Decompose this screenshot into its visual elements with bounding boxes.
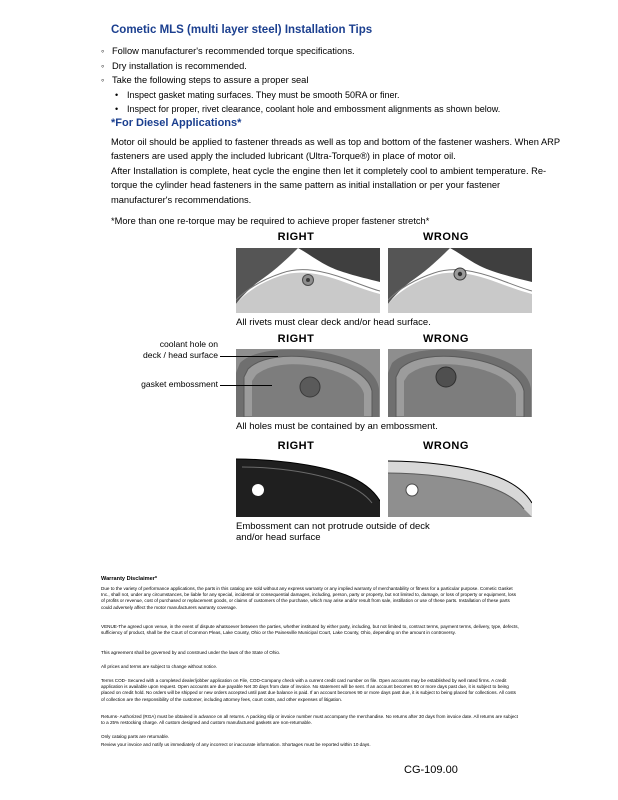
figure2-leader-line-1 [220, 356, 278, 357]
figure2-annotation-coolant-hole-line1: coolant hole on [159, 339, 218, 349]
figure3-caption-line2: and/or head surface [236, 532, 321, 543]
warranty-heading: Warranty Disclaimer* [101, 576, 158, 582]
diesel-paragraph-3: *More than one re-torque may be required to achieve proper fastener stretch* [111, 216, 430, 226]
warranty-paragraph-7: Only catalog parts are returnable. [101, 734, 170, 739]
figure2-wrong-panel [388, 349, 532, 417]
figure1-right-illustration [236, 248, 380, 313]
list-item: • Inspect for proper, rivet clearance, coolant hole and embossment alignments as shown below. [115, 102, 571, 116]
diesel-section-heading: *For Diesel Applications* [111, 117, 242, 129]
installation-tips-list [101, 44, 571, 116]
figure2-right-illustration [236, 349, 380, 417]
warranty-paragraph-5: Terms COD- Secured with a completed dealer/jobber application on File, COD-Company check with a current credit card number on file. Open accounts may be established by well rated firms. A credit application is available upon request. Open accounts are due payable Net 30 days from date of invoice. No statement will be sent. If an account becomes 60 or more days past due, it is subject to being placed on credit hold. No orders will be shipped or new orders accepted until past due balance is paid. If an account becomes 90 or more days past due, it is subject to being placed for collections. All costs of collection are the responsibility of the customer, including attorney fees, court costs, and other expenses of litigation. [101, 678, 516, 702]
figure3-right-panel [236, 457, 380, 517]
warranty-paragraph-4: All prices and terms are subject to change without notice. [101, 664, 218, 669]
figure3-wrong-panel [388, 457, 532, 517]
warranty-paragraph-6: Returns- Authorized (RGA) must be obtained in advance on all returns. A packing slip or invoice number must accompany the merchandise. No returns after 30 days from invoice date. All returns are subject to a 25% restocking charge. All custom designed and custom manufactured gaskets are non-returnable. [101, 714, 518, 726]
figure2-wrong-label: WRONG [423, 333, 469, 345]
figure1-wrong-panel [388, 248, 532, 313]
figure2-right-panel [236, 349, 380, 417]
figure2-wrong-illustration [388, 349, 532, 417]
diesel-paragraph-1: Motor oil should be applied to fastener threads as well as top and bottom of the fastener washers. When ARP fasteners are used apply the included lubricant (Ultra-Torque®) in place of motor oil. [111, 137, 560, 162]
list-item: ◦ Take the following steps to assure a proper seal [101, 73, 571, 88]
list-item: ◦ Follow manufacturer's recommended torque specifications. [101, 44, 571, 59]
figure1-caption: All rivets must clear deck and/or head surface. [236, 317, 431, 328]
warranty-paragraph-3: This agreement shall be governed by and construed under the laws of the State of Ohio. [101, 650, 281, 655]
list-item: ◦ Dry installation is recommended. [101, 59, 571, 74]
figure3-wrong-label: WRONG [423, 440, 469, 452]
list-item: • Inspect gasket mating surfaces. They must be smooth 50RA or finer. [115, 88, 571, 102]
figure1-wrong-label: WRONG [423, 231, 469, 243]
figure3-right-illustration [236, 457, 380, 517]
page-title: Cometic MLS (multi layer steel) Installation Tips [111, 24, 373, 36]
figure1-right-label: RIGHT [277, 231, 315, 243]
figure2-caption: All holes must be contained by an embossment. [236, 421, 438, 432]
warranty-paragraph-1: Due to the variety of performance applications, the parts in this catalog are sold without any express warranty or any implied warranty of merchantability or fitness for a particular purpose. Cometic Gasket Inc., shall not, under any circumstances, be liable for any special, incidental or consequential damages, including, person, party or property, but not limited to, damage, or loss of property or equipment, loss of profits or revenue, cost of purchased or replacement goods, or claims of customers of the purchase, which may arise and/or result from sale, instillation or use of these parts. Installation of these parts could adversely affect the motor manufacturers warranty coverage. [101, 586, 517, 610]
figure3-caption-line1: Embossment can not protrude outside of deck [236, 521, 430, 532]
warranty-paragraph-2: VENUE-The agreed upon venue, in the event of dispute whatsoever between the parties, whether instituted by either party, including, but not limited to, contract terms, payment terms, delivery, type, defects, sufficiency of product, shall be the Court of Common Pleas, Lake County, Ohio or the Painesville Municipal Court, Lake County, Ohio, depending on the amount in controversy. [101, 624, 519, 636]
document-number: CG-109.00 [404, 764, 458, 776]
figure2-annotation-embossment: gasket embossment [141, 379, 218, 389]
diesel-paragraph-2: After Installation is complete, heat cycle the engine then let it completely cool to ambient temperature. Re-torque the cylinder head fasteners in the same pattern as initial installation or per your fastener manufacturer's recommendations. [111, 166, 547, 205]
figure2-right-label: RIGHT [277, 333, 315, 345]
warranty-paragraph-8: Review your invoice and notify us immediately of any incorrect or inaccurate information. Shortages must be reported within 10 days. [101, 742, 371, 747]
figure1-wrong-illustration [388, 248, 532, 313]
figure3-right-label: RIGHT [277, 440, 315, 452]
figure2-annotation-coolant-hole-line2: deck / head surface [142, 350, 218, 360]
figure3-wrong-illustration [388, 457, 532, 517]
figure1-right-panel [236, 248, 380, 313]
figure2-leader-line-2 [220, 385, 272, 386]
